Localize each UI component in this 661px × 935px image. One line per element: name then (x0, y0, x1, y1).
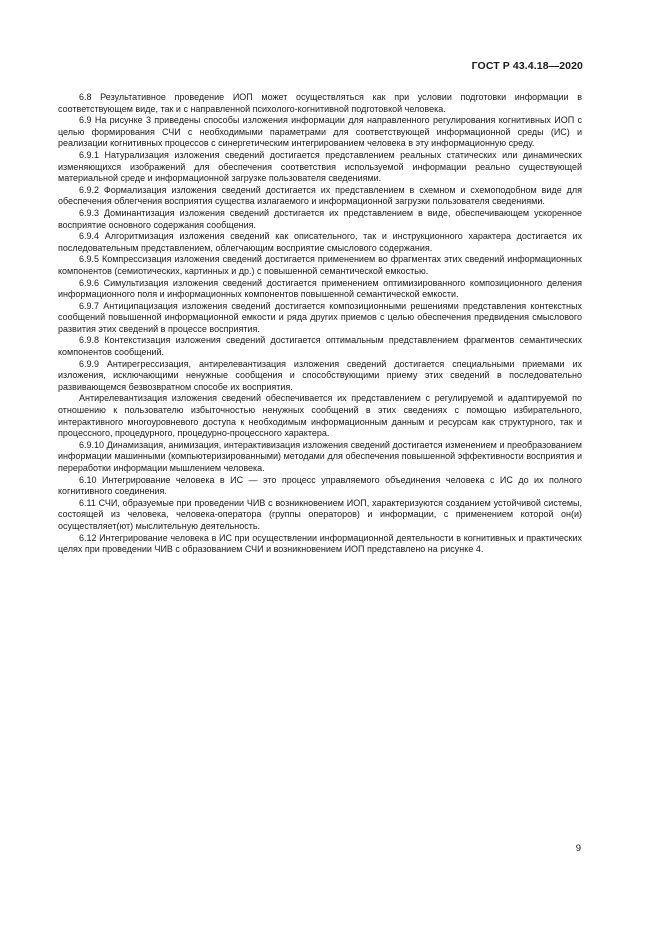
document-header-standard: ГОСТ Р 43.4.18—2020 (471, 60, 583, 72)
paragraph-6-9-5: 6.9.5 Компрессизация изложения сведений достигается применением во фрагментах этих сведений информационных компонентов (семиотических, картинных и др.) с повышенной семантической емкостью. (58, 254, 582, 276)
paragraph-6-9-1: 6.9.1 Натурализация изложения сведений достигается представлением реальных статических или динамических изменяющихся изображений для обеспечения соответствия используемой информации реально существующей материальной среде и информационной загрузке пользователя сведениями. (58, 149, 582, 184)
paragraph-6-9: 6.9 На рисунке 3 приведены способы изложения информации для направленного регулирования когнитивных ИОП с целью формирования СЧИ с необходимыми параметрами для соответствующей информационной среды (ИС) и реализации когнитивных процессов с синергетическим интегрированием человека в эту информационную среду. (58, 115, 582, 149)
paragraph-6-12: 6.12 Интегрирование человека в ИС при осуществлении информационной деятельности в когнитивных и практических целях при проведении ЧИВ с образованием СЧИ и возникновением ИОП представлено на рисунке 4. (58, 532, 582, 555)
paragraph-6-9-2: 6.9.2 Формализация изложения сведений достигается их представлением в схемном и схемоподобном виде для обеспечения облегчения восприятия существа излагаемого и информационной загрузки пользователя сведениями. (58, 184, 582, 207)
paragraph-6-9-9-continued: Антирелевантизация изложения сведений обеспечивается их представлением с регулируемой и адаптируемой по отношению к пользователю избыточностью ненужных сообщений в этих сведениях с помощью избирательного, интерактивного многоуровневого доступа к необходимым информационным данным и ресурсам как структурного, так и процессного, процедурного, процедурно-процессного характера. (58, 393, 582, 439)
paragraph-6-9-3: 6.9.3 Доминантизация изложения сведений достигается их представлением в виде, обеспечивающем ускоренное восприятие основного содержания сообщения. (58, 207, 582, 230)
paragraph-6-9-9: 6.9.9 Антирегрессизация, антирелевантизация изложения сведений достигается специальными приемами их изложения, исключающими ненужные сообщения и способствующими приему этих сведений в последовательно развивающемся безвозвратном способе их восприятия. (58, 358, 582, 392)
paragraph-6-11: 6.11 СЧИ, образуемые при проведении ЧИВ с возникновением ИОП, характеризуются созданием устойчивой системы, состоящей из человека, человека-оператора (группы операторов) и информации, с применением которой он(и) осуществляет(ют) мыслительную деятельность. (58, 497, 582, 531)
paragraph-6-10: 6.10 Интегрирование человека в ИС — это процесс управляемого объединения человека с ИС до их полного когнитивного соединения. (58, 474, 582, 497)
paragraph-6-9-7: 6.9.7 Антиципацизация изложения сведений достигается композиционными решениями представления контекстных сообщений повышенной информационной емкости и ряда других приемов с целью обеспечения предвидения смыслового развития этих сведений в процессе восприятия. (58, 300, 582, 334)
paragraph-6-8: 6.8 Результативное проведение ИОП может осуществляться как при условии подготовки информации в соответствующем виде, так и с направленной психолого-когнитивной подготовкой человека. (58, 92, 582, 114)
paragraph-6-9-10: 6.9.10 Динамизация, анимизация, интерактивизация изложения сведений достигается изменением и преобразованием информации машинными (компьютеризированными) методами для обеспечения повышенной эффективности восприятия и переработки информации мышлением человека. (58, 439, 582, 473)
page-number: 9 (575, 843, 581, 854)
paragraph-6-9-8: 6.9.8 Контекстизация изложения сведений достигается оптимальным представлением фрагментов семантических компонентов сообщений. (58, 335, 582, 358)
document-body (58, 92, 582, 556)
paragraph-6-9-4: 6.9.4 Алгоритмизация изложения сведений как описательного, так и инструкционного характера достигается их последовательным представлением, облегчающим восприятие смыслового содержания. (58, 231, 582, 253)
paragraph-6-9-6: 6.9.6 Симультизация изложения сведений достигается применением оптимизированного композиционного деления информационного поля и информационных компонентов повышенной семантической емкости. (58, 277, 582, 300)
